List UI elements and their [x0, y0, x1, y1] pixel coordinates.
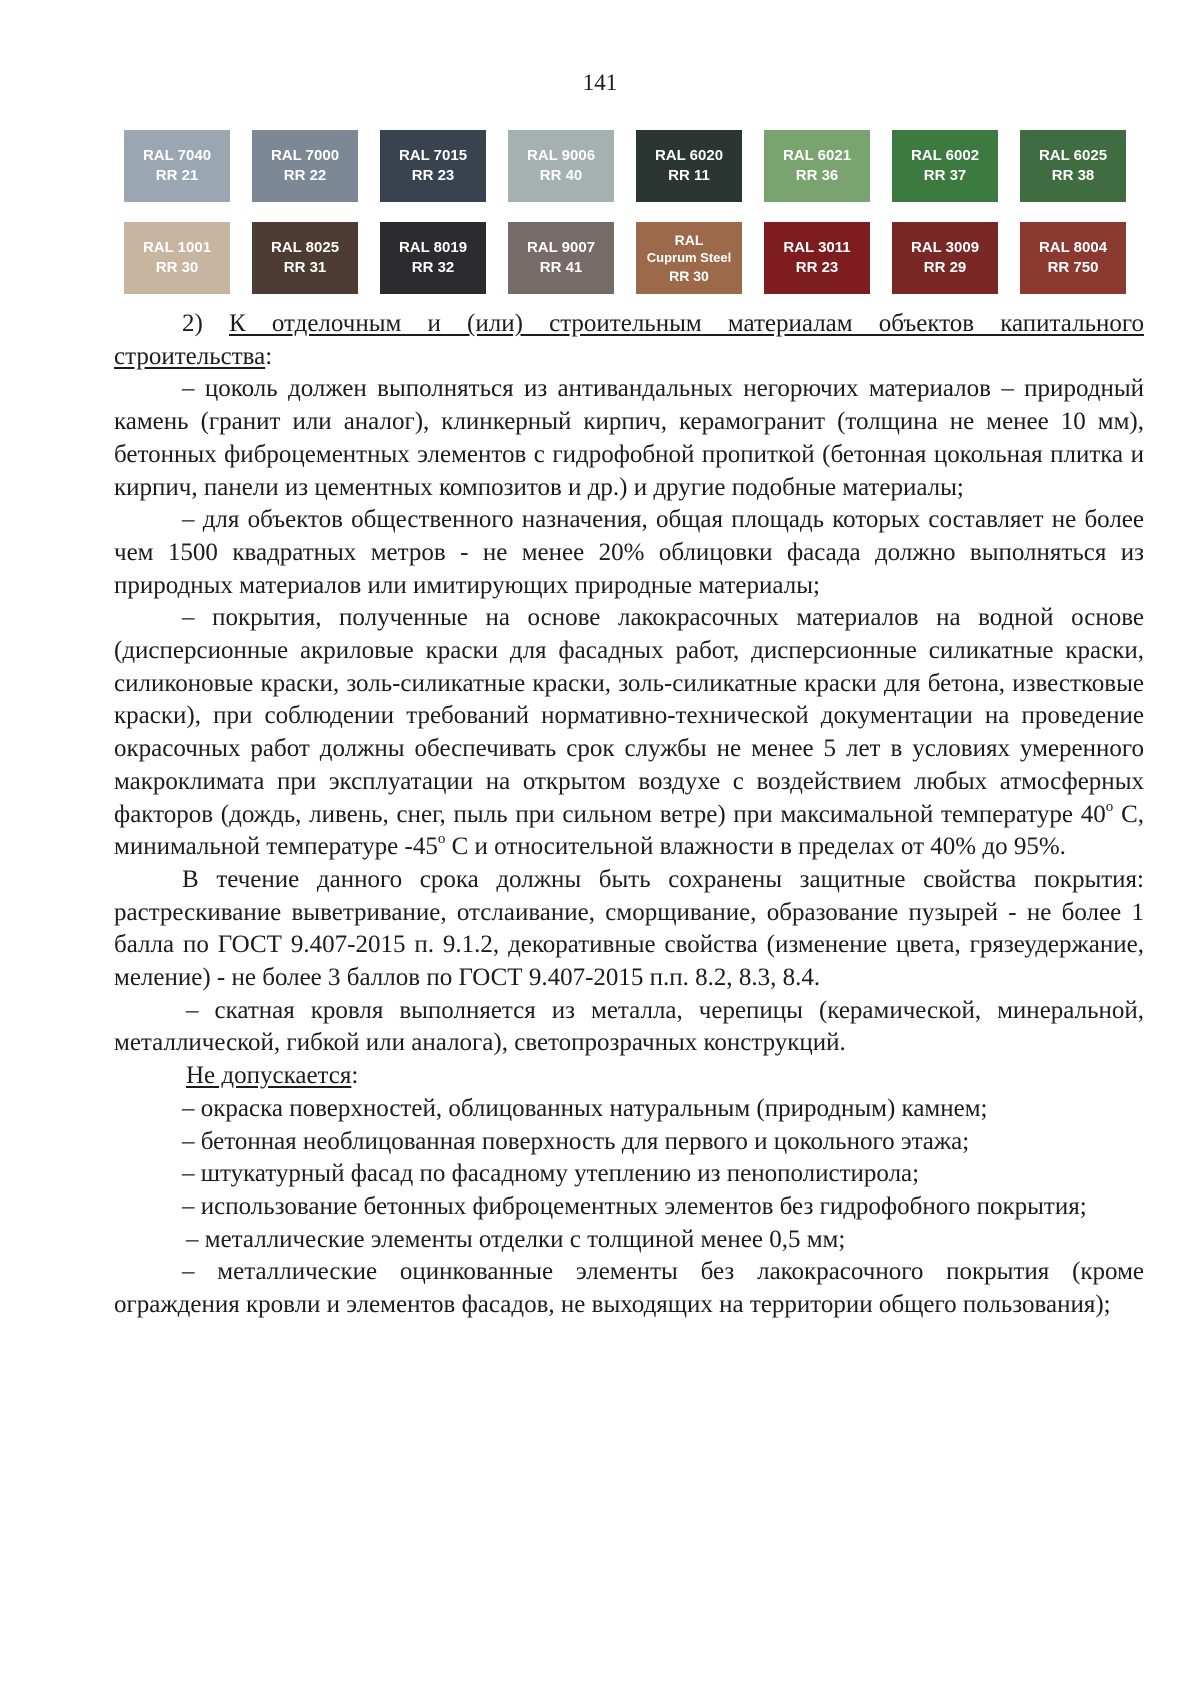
swatch-label: RAL 9007	[526, 239, 596, 256]
list-item-plaster-facade: – штукатурный фасад по фасадному утеплению из пенополистирола;	[182, 1160, 920, 1188]
swatch-label: RAL 8004	[1038, 239, 1108, 256]
swatch-label: RAL 8025	[270, 239, 340, 256]
color-swatch	[1020, 222, 1126, 294]
color-swatch	[892, 130, 998, 202]
color-swatch	[764, 130, 870, 202]
color-swatch	[252, 130, 358, 202]
paragraph-plinth: – цоколь должен выполняться из антивандальных негорючих материалов – природный камень (гранит или аналог), клинкерный кирпич, керамогранит (толщина не менее 10 мм), бетонных фиброцементных элементов с гидрофобной пропиткой (бетонная цокольная плитка и кирпич, панели из цементных композитов и др.) и другие подобные материалы;	[114, 375, 1144, 501]
swatch-label: RR 22	[283, 167, 327, 184]
list-item-stone-painting: – окраска поверхностей, облицованных натуральным (природным) камнем;	[182, 1094, 988, 1122]
swatch-label: Cuprum Steel	[646, 250, 732, 265]
swatch-label: RAL	[674, 232, 704, 248]
document-body	[114, 308, 1144, 1322]
swatch-label: RR 23	[795, 259, 839, 276]
paragraph-public-buildings: – для объектов общественного назначения, общая площадь которых составляет не более чем 1500 квадратных метров - не менее 20% облицовки фасада должно выполняться из природных материалов или имитирующих природные материалы;	[114, 506, 1144, 599]
swatch-label: RAL 8019	[398, 239, 468, 256]
color-swatch	[1020, 130, 1126, 202]
color-swatch	[380, 222, 486, 294]
color-swatch	[508, 130, 614, 202]
swatch-label: RR 32	[411, 259, 455, 276]
color-swatch	[636, 130, 742, 202]
list-item-fiber-cement: – использование бетонных фиброцементных элементов без гидрофобного покрытия;	[182, 1192, 1087, 1220]
swatch-label: RR 30	[155, 259, 199, 276]
swatch-label: RR 37	[923, 167, 967, 184]
not-allowed-heading: Не допускается	[186, 1062, 352, 1090]
swatch-label: RAL 3011	[783, 239, 851, 256]
swatch-label: RR 23	[411, 167, 455, 184]
swatch-label: RAL 6002	[910, 147, 980, 164]
swatch-label: RR 40	[539, 167, 583, 184]
swatch-label: RR 31	[283, 259, 327, 276]
color-swatch	[636, 222, 742, 294]
paragraph-coating-durability: В течение данного срока должны быть сохранены защитные свойства покрытия: растрескивание выветривание, отслаивание, сморщивание, образование пузырей - не более 1 балла по ГОСТ 9.407-2015 п. 9.1.2, декоративные свойства (изменение цвета, грязеудержание, меление) - не более 3 баллов по ГОСТ 9.407-2015 п.п. 8.2, 8.3, 8.4.	[114, 865, 1144, 992]
color-swatch	[380, 130, 486, 202]
swatch-label: RR 750	[1047, 259, 1099, 276]
list-item-thin-metal: – металлические элементы отделки с толщиной менее 0,5 мм;	[186, 1225, 846, 1253]
swatch-label: RR 29	[923, 259, 967, 276]
swatch-label: RR 11	[668, 167, 710, 184]
swatch-label: RAL 9006	[526, 147, 596, 164]
swatch-label: RAL 7000	[270, 147, 340, 164]
swatch-label: RR 21	[155, 167, 199, 184]
paragraph-roofing: – скатная кровля выполняется из металла, черепицы (керамической, минеральной, металлической, гибкой или аналога), светопрозрачных конструкций.	[114, 996, 1144, 1057]
color-swatch	[508, 222, 614, 294]
list-item-galvanized-metal: – металлические оцинкованные элементы без лакокрасочного покрытия (кроме ограждения кровли и элементов фасадов, не выходящих на территории общего пользования);	[114, 1258, 1144, 1319]
color-swatch	[764, 222, 870, 294]
swatch-label: RR 41	[539, 259, 583, 276]
swatch-label: RAL 3009	[910, 239, 980, 256]
swatch-label: RAL 1001	[142, 239, 212, 256]
page-number: 141	[582, 70, 618, 95]
color-swatch	[252, 222, 358, 294]
ral-color-palette	[124, 130, 1130, 294]
swatch-label: RAL 6020	[654, 147, 724, 164]
swatch-label: RAL 6025	[1038, 147, 1108, 164]
paragraph-materials-heading: 2) К отделочным и (или) строительным материалам объектов капитального строительства:	[114, 310, 1144, 370]
paragraph-coatings: – покрытия, полученные на основе лакокрасочных материалов на водной основе (дисперсионные акриловые краски для фасадных работ, дисперсионные силикатные краски, силиконовые краски, золь-силикатные краски, золь-силикатные краски для бетона, известковые краски), при соблюдении требований нормативно-технической документации на проведение окрасочных работ должны обеспечивать срок службы не менее 5 лет в условиях умеренного макроклимата при эксплуатации на открытом воздухе с воздействием любых атмосферных факторов (дождь, ливень, снег, пыль при сильном ветре) при максимальной температуре $40^о$ С, минимальной температуре $-45^о$ С и относительной влажности в пределах от 40% до 95%.	[114, 604, 1144, 861]
color-swatch	[124, 222, 230, 294]
list-item-bare-concrete: – бетонная необлицованная поверхность для первого и цокольного этажа;	[182, 1127, 970, 1155]
paragraph-not-allowed-heading: Не допускается:	[186, 1062, 359, 1090]
materials-heading: К отделочным и (или) строительным материалам объектов капитального строительства	[114, 310, 1144, 370]
color-swatch	[124, 130, 230, 202]
swatch-label: RAL 7015	[398, 147, 468, 164]
swatch-label: RAL 7040	[142, 147, 212, 164]
swatch-label: RR 36	[795, 167, 839, 184]
swatch-label: RAL 6021	[782, 147, 852, 164]
swatch-label: RR 38	[1051, 167, 1095, 184]
swatch-label: RR 30	[669, 268, 709, 284]
color-swatch	[892, 222, 998, 294]
